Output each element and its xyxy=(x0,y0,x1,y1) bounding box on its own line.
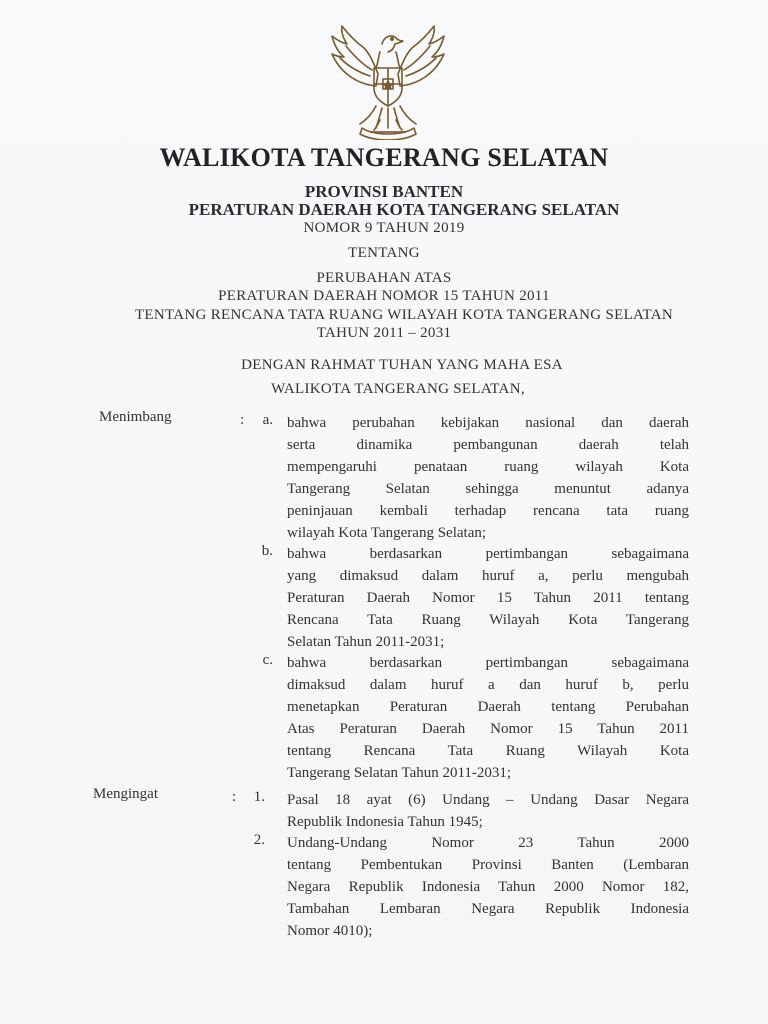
regulation-subject: TENTANG RENCANA TATA RUANG WILAYAH KOTA TANGERANG SELATAN xyxy=(134,307,674,323)
text-line: dimaksud dalam huruf a dan huruf b, perlu xyxy=(287,677,689,693)
text-line: Peraturan Daerah Nomor 15 Tahun 2011 tentang xyxy=(287,590,689,606)
menimbang-label: Menimbang xyxy=(99,409,172,425)
mengingat-marker-2: 2. xyxy=(253,832,265,848)
menimbang-item-b xyxy=(287,543,689,653)
text-line: Tambahan Lembaran Negara Republik Indonesia xyxy=(287,901,689,917)
text-line: menetapkan Peraturan Daerah tentang Perubahan xyxy=(287,699,689,715)
garuda-emblem-icon xyxy=(326,24,450,140)
text-line: wilayah Kota Tangerang Selatan; xyxy=(287,525,487,541)
text-line: Rencana Tata Ruang Wilayah Kota Tangerang xyxy=(287,612,689,628)
menimbang-item-a xyxy=(287,412,689,544)
text-line: peninjauan kembali terhadap rencana tata ruang xyxy=(287,503,689,519)
menimbang-marker-a: a. xyxy=(262,412,273,428)
text-line: Negara Republik Indonesia Tahun 2000 Nomor 182, xyxy=(287,879,689,895)
mengingat-colon: : xyxy=(232,789,237,805)
text-line: Undang-Undang Nomor 23 Tahun 2000 xyxy=(287,835,689,851)
menimbang-colon: : xyxy=(240,412,245,428)
text-line: tentang Rencana Tata Ruang Wilayah Kota xyxy=(287,743,689,759)
text-line: Selatan Tahun 2011-2031; xyxy=(287,634,445,650)
authority-title: WALIKOTA TANGERANG SELATAN xyxy=(159,143,609,172)
enacting-authority: WALIKOTA TANGERANG SELATAN, xyxy=(271,381,525,397)
menimbang-marker-b: b. xyxy=(261,543,273,559)
province-name: PROVINSI BANTEN xyxy=(304,182,464,201)
text-line: bahwa berdasarkan pertimbangan sebagaimana xyxy=(287,655,689,671)
menimbang-item-c xyxy=(287,652,689,784)
regulation-number: NOMOR 9 TAHUN 2019 xyxy=(303,220,465,236)
text-line: mempengaruhi penataan ruang wilayah Kota xyxy=(287,459,689,475)
text-line: Atas Peraturan Daerah Nomor 15 Tahun 2011 xyxy=(287,721,689,737)
text-line: yang dimaksud dalam huruf a, perlu mengubah xyxy=(287,568,689,584)
text-line: Tangerang Selatan sehingga menuntut adanya xyxy=(287,481,689,497)
menimbang-marker-c: c. xyxy=(262,652,273,668)
mengingat-item-1 xyxy=(287,789,689,833)
regulation-period: TAHUN 2011 – 2031 xyxy=(316,325,452,341)
amendment-heading: PERUBAHAN ATAS xyxy=(316,270,452,286)
text-line: serta dinamika pembangunan daerah telah xyxy=(287,437,689,453)
text-line: bahwa perubahan kebijakan nasional dan daerah xyxy=(287,415,689,431)
invocation-line: DENGAN RAHMAT TUHAN YANG MAHA ESA xyxy=(241,357,563,373)
text-line: Nomor 4010); xyxy=(287,923,373,939)
amended-regulation: PERATURAN DAERAH NOMOR 15 TAHUN 2011 xyxy=(218,288,550,304)
text-line: Republik Indonesia Tahun 1945; xyxy=(287,814,483,830)
text-line: tentang Pembentukan Provinsi Banten (Lembaran xyxy=(287,857,689,873)
text-line: bahwa berdasarkan pertimbangan sebagaimana xyxy=(287,546,689,562)
regulation-title: PERATURAN DAERAH KOTA TANGERANG SELATAN xyxy=(188,200,620,219)
mengingat-marker-1: 1. xyxy=(253,789,265,805)
mengingat-label: Mengingat xyxy=(93,786,158,802)
text-line: Pasal 18 ayat (6) Undang – Undang Dasar Negara xyxy=(287,792,689,808)
tentang-heading: TENTANG xyxy=(348,245,420,261)
mengingat-item-2 xyxy=(287,832,689,942)
text-line: Tangerang Selatan Tahun 2011-2031; xyxy=(287,765,512,781)
